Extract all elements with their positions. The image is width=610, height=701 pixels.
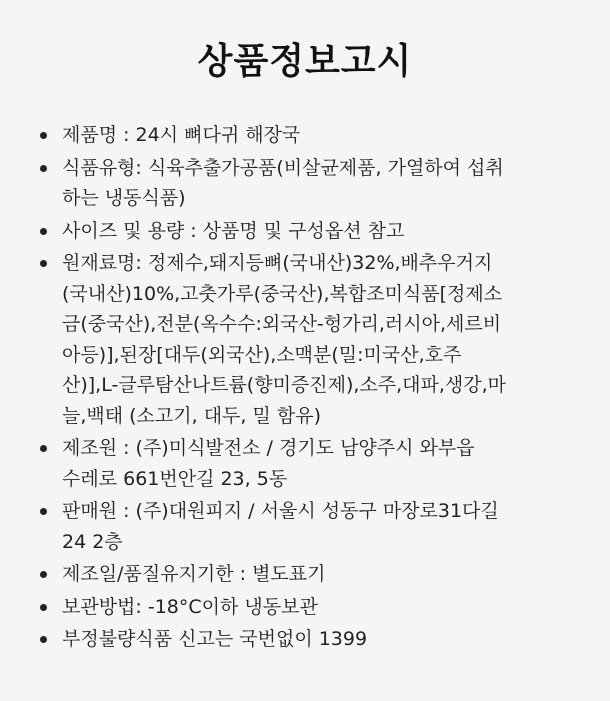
bullet-icon [40, 228, 47, 235]
bullet-icon [40, 260, 47, 267]
info-line: 하는 냉동식품) [62, 187, 186, 209]
info-line: 24 2층 [62, 530, 123, 553]
bullet-icon [40, 132, 47, 139]
info-line: 금(중국산),전분(옥수수:외국산-헝가리,러시아,세르비 [62, 313, 502, 335]
bullet-icon [40, 571, 47, 578]
bullet-icon [40, 508, 47, 515]
info-line: 식품유형: 식육추출가공품(비살균제품, 가열하여 섭취 [62, 156, 504, 179]
info-line: 사이즈 및 용량 : 상품명 및 구성옵션 참고 [62, 219, 405, 242]
info-item-food-type [40, 153, 578, 214]
info-line: 산)],L-글루탐산나트륨(향미증진제),소주,대파,생강,마 [62, 374, 507, 396]
info-item-product-name [40, 120, 578, 151]
info-item-manufacturer [40, 433, 578, 494]
bullet-icon [40, 165, 47, 172]
info-line: 부정불량식품 신고는 국번없이 1399 [62, 628, 368, 650]
info-item-ingredients [40, 248, 578, 431]
info-item-dates [40, 559, 578, 590]
info-line: 제품명 : 24시 뼈다귀 해장국 [62, 124, 301, 146]
info-line: 보관방법: -18°C이하 냉동보관 [62, 595, 318, 618]
info-line: 수레로 661번안길 23, 5동 [62, 467, 288, 490]
bullet-icon [40, 445, 47, 452]
info-line: 아등)],된장[대두(외국산),소맥분(밀:미국산,호주 [62, 343, 462, 366]
info-line: 제조일/품질유지기한 : 별도표기 [62, 563, 326, 585]
bullet-icon [40, 604, 47, 611]
info-line: 늘,백태 (소고기, 대두, 밀 함유) [62, 404, 321, 427]
info-line: (국내산)10%,고춧가루(중국산),복합조미식품[정제소 [62, 282, 503, 305]
info-item-size [40, 216, 578, 247]
page-title: 상품정보고시 [197, 41, 413, 82]
bullet-icon [40, 636, 47, 643]
info-line: 제조원 : (주)미식발전소 / 경기도 남양주시 와부읍 [62, 437, 475, 459]
info-line: 판매원 : (주)대원피지 / 서울시 성동구 마장로31다길 [62, 500, 499, 522]
info-line: 원재료명: 정제수,돼지등뼈(국내산)32%,배추우거지 [62, 252, 493, 274]
info-item-storage [40, 592, 578, 623]
info-item-seller [40, 496, 578, 557]
info-list [40, 120, 578, 657]
info-item-report [40, 624, 578, 655]
